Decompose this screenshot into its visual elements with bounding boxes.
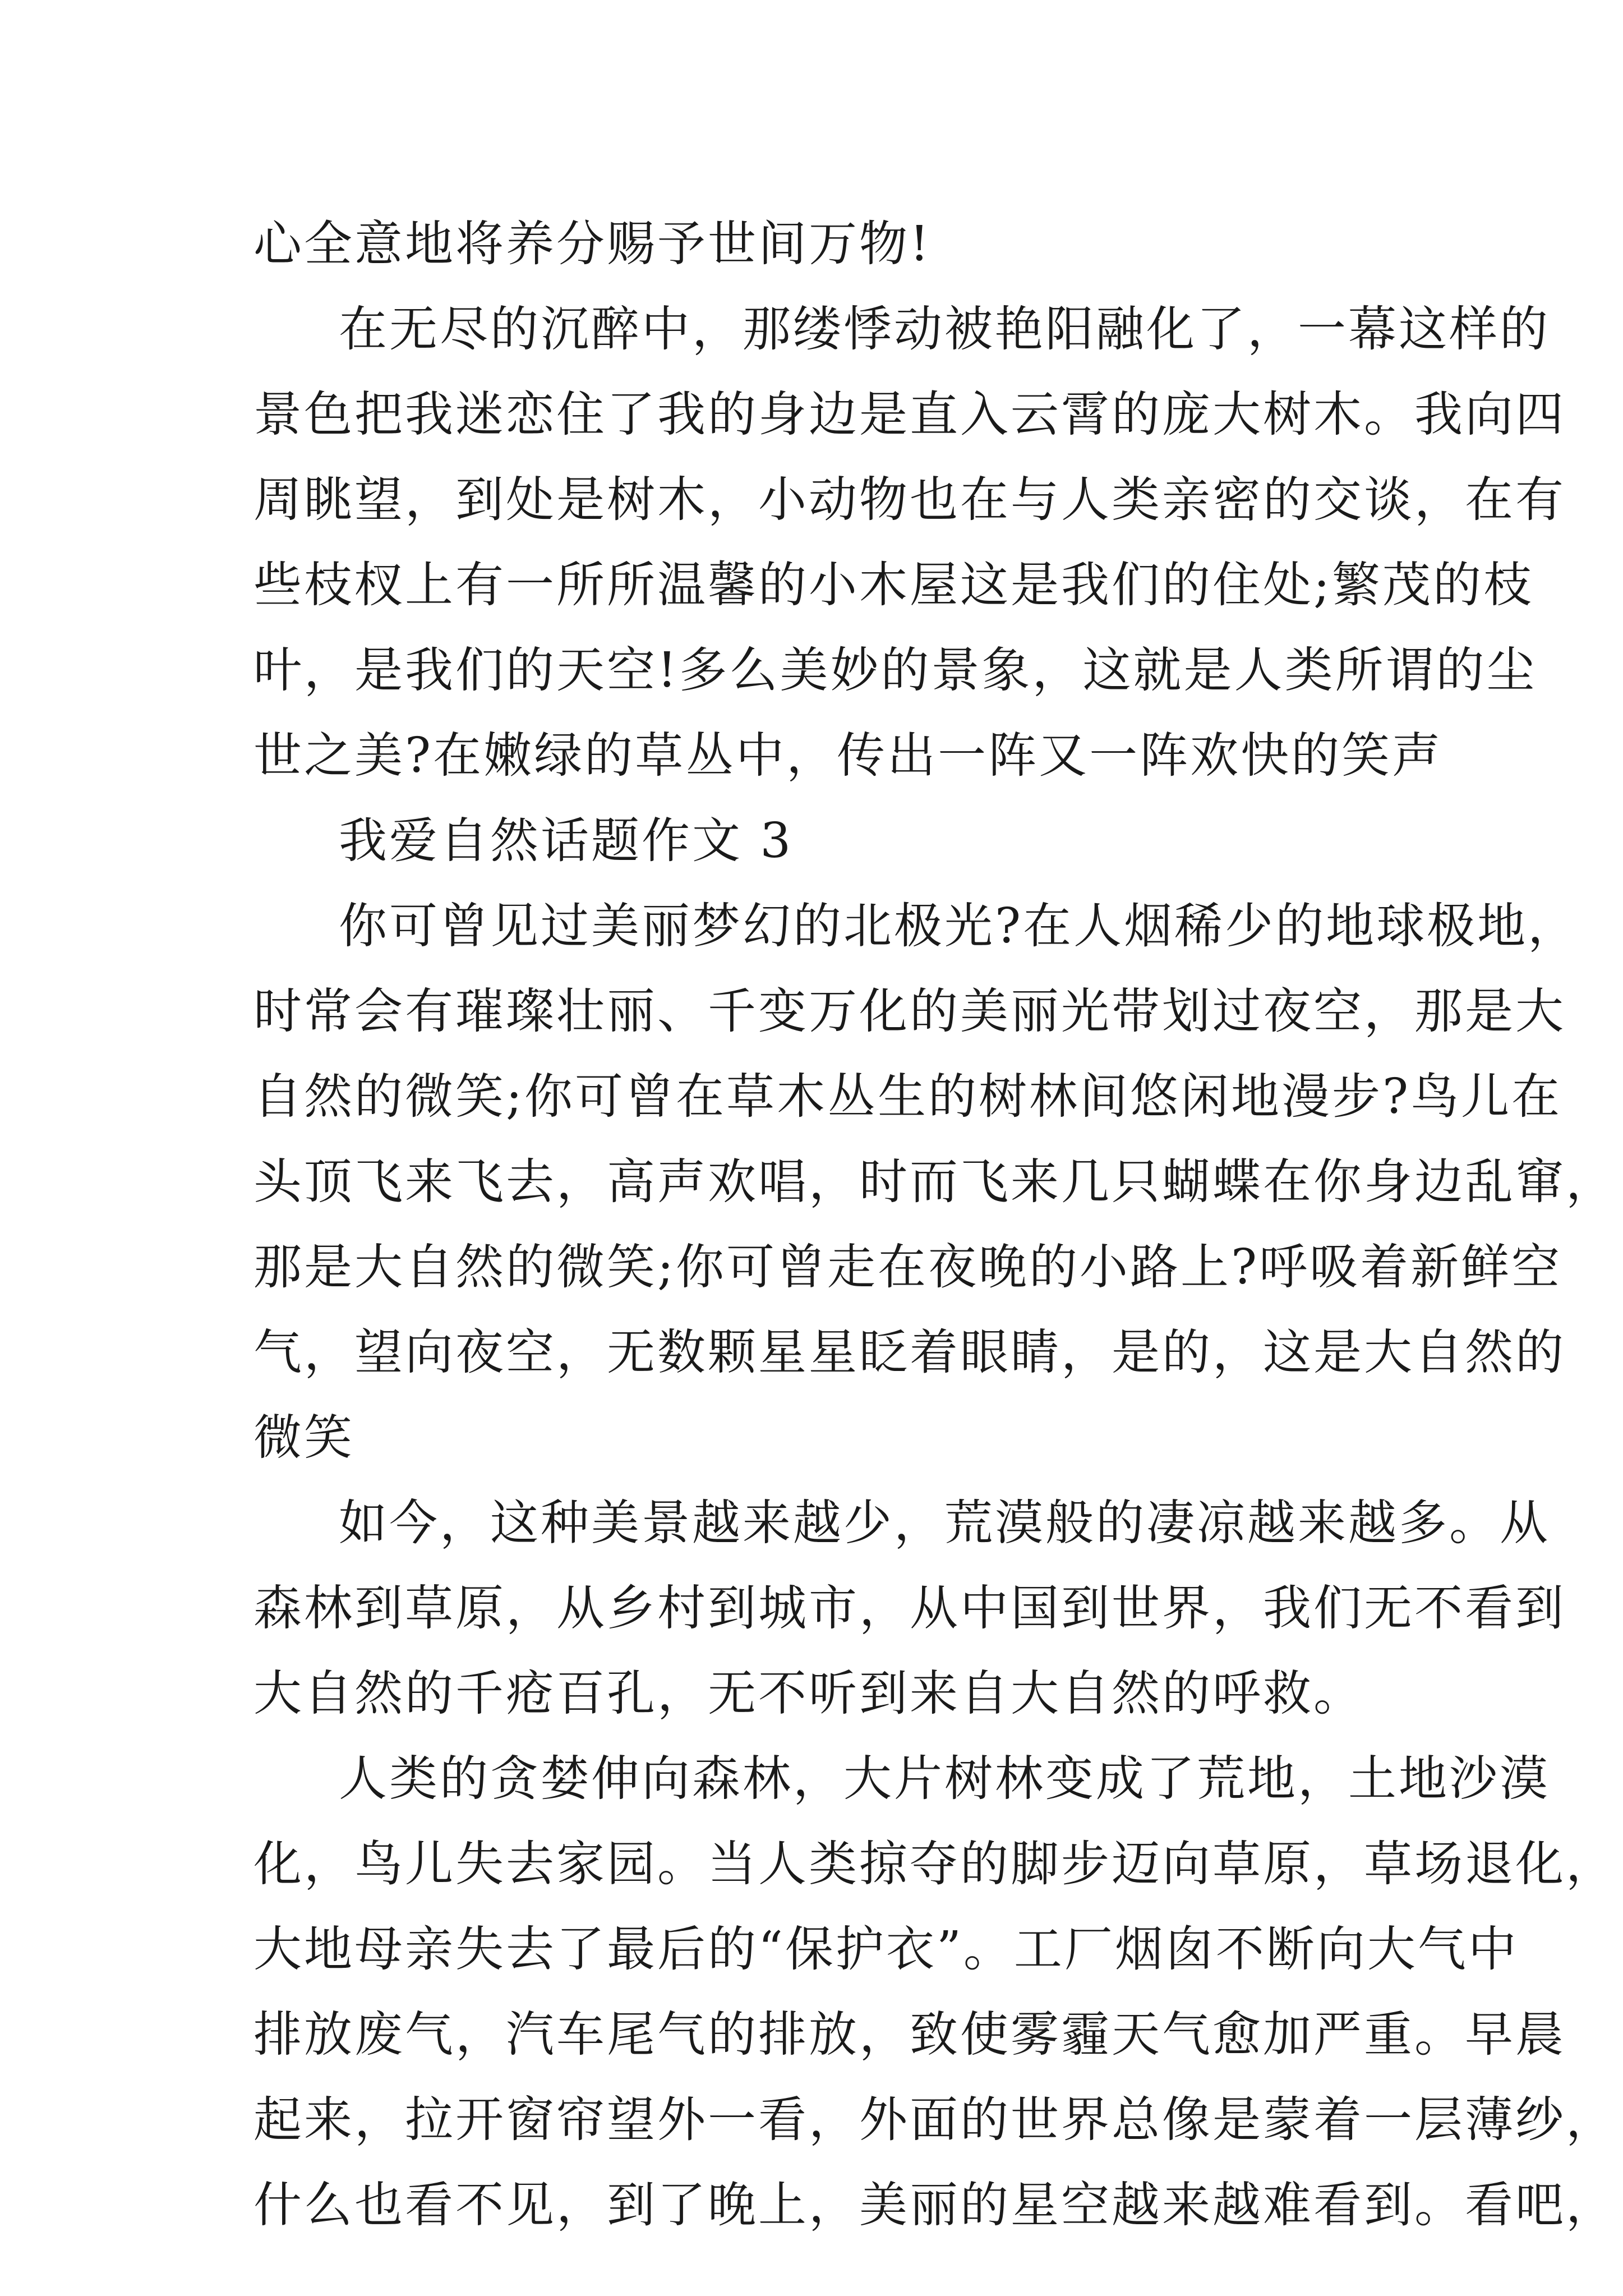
text-line: 大地母亲失去了最后的“保护衣”。工厂烟囱不断向大气中 xyxy=(253,1921,1519,1977)
text-line: 时常会有璀璨壮丽、千变万化的美丽光带划过夜空，那是大 xyxy=(253,983,1566,1039)
text-line: 在无尽的沉醉中，那缕悸动被艳阳融化了，一幕这样的 xyxy=(339,301,1550,357)
text-line: 如今，这种美景越来越少，荒漠般的凄凉越来越多。从 xyxy=(339,1495,1550,1551)
text-line: 微笑 xyxy=(253,1410,354,1466)
text-line: 些枝杈上有一所所温馨的小木屋这是我们的住处;繁茂的枝 xyxy=(253,557,1534,613)
text-line: 心全意地将养分赐予世间万物! xyxy=(253,216,932,272)
section-heading: 我爱自然话题作文 3 xyxy=(339,813,794,869)
text-line: 气，望向夜空，无数颗星星眨着眼睛，是的，这是大自然的 xyxy=(253,1324,1566,1381)
text-line: 自然的微笑;你可曾在草木丛生的树林间悠闲地漫步?鸟儿在 xyxy=(253,1069,1562,1125)
text-line: 叶，是我们的天空!多么美妙的景象，这就是人类所谓的尘 xyxy=(253,642,1537,698)
text-line: 化，鸟儿失去家园。当人类掠夺的脚步迈向草原，草场退化， xyxy=(253,1836,1616,1892)
text-line: 那是大自然的微笑;你可曾走在夜晚的小路上?呼吸着新鲜空 xyxy=(253,1239,1562,1295)
text-line: 人类的贪婪伸向森林，大片树林变成了荒地，土地沙漠 xyxy=(339,1751,1550,1807)
text-line: 周眺望，到处是树木，小动物也在与人类亲密的交谈，在有 xyxy=(253,472,1566,528)
text-line: 你可曾见过美丽梦幻的北极光?在人烟稀少的地球极地， xyxy=(339,898,1579,954)
text-line: 世之美?在嫩绿的草丛中，传出一阵又一阵欢快的笑声 xyxy=(253,728,1443,784)
text-line: 大自然的千疮百孔，无不听到来自大自然的呼救。 xyxy=(253,1665,1364,1722)
text-line: 什么也看不见，到了晚上，美丽的星空越来越难看到。看吧， xyxy=(253,2177,1616,2233)
text-line: 景色把我迷恋住了我的身边是直入云霄的庞大树木。我向四 xyxy=(253,386,1566,443)
text-line: 森林到草原，从乡村到城市，从中国到世界，我们无不看到 xyxy=(253,1580,1566,1636)
text-line: 头顶飞来飞去，高声欢唱，时而飞来几只蝴蝶在你身边乱窜， xyxy=(253,1154,1616,1210)
text-line: 排放废气，汽车尾气的排放，致使雾霾天气愈加严重。早晨 xyxy=(253,2007,1566,2063)
text-line: 起来，拉开窗帘望外一看，外面的世界总像是蒙着一层薄纱， xyxy=(253,2092,1616,2148)
